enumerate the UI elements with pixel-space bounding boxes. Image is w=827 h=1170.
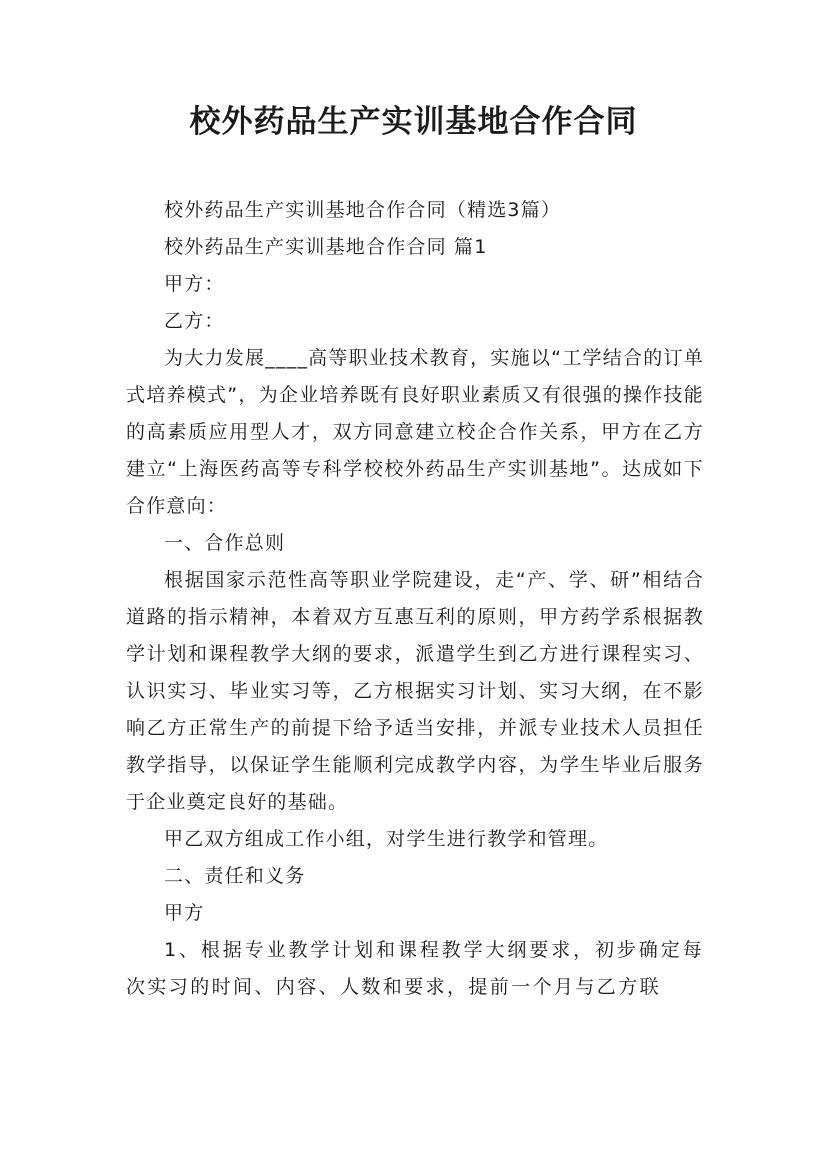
- paragraph-party-b: 乙方：: [164, 310, 225, 332]
- paragraph-section-heading: 校外药品生产实训基地合作合同 篇1: [164, 236, 488, 258]
- paragraph-subtitle: 校外药品生产实训基地合作合同（精选3篇）: [164, 199, 562, 221]
- paragraph-party-a-label: 甲方: [164, 902, 205, 924]
- paragraph-working-group: 甲乙双方组成工作小组，对学生进行教学和管理。: [164, 828, 609, 850]
- paragraph-heading-duties: 二、责任和义务: [164, 865, 306, 887]
- paragraph-duty-1: 1、根据专业教学计划和课程教学大纲要求，初步确定每次实习的时间、内容、人数和要求，提前一个月与乙方联: [126, 939, 704, 998]
- document-title: 校外药品生产实训基地合作合同: [189, 104, 638, 140]
- document-body: [126, 192, 704, 1006]
- paragraph-party-a: 甲方：: [164, 273, 225, 295]
- paragraph-general-principles: 根据国家示范性高等职业学院建设，走“产、学、研”相结合道路的指示精神，本着双方互惠互利的原则，甲方药学系根据教学计划和课程教学大纲的要求，派遣学生到乙方进行课程实习、认识实习、毕业实习等，乙方根据实习计划、实习大纲，在不影响乙方正常生产的前提下给予适当安排，并派专业技术人员担任教学指导，以保证学生能顺利完成教学内容，为学生毕业后服务于企业奠定良好的基础。: [126, 569, 704, 813]
- paragraph-heading-general: 一、合作总则: [164, 532, 286, 554]
- paragraph-intro: 为大力发展____高等职业技术教育，实施以“工学结合的订单式培养模式”，为企业培养既有良好职业素质又有很强的操作技能的高素质应用型人才，双方同意建立校企合作关系，甲方在乙方建立“上海医药高等专科学校校外药品生产实训基地”。达成如下合作意向：: [126, 347, 704, 517]
